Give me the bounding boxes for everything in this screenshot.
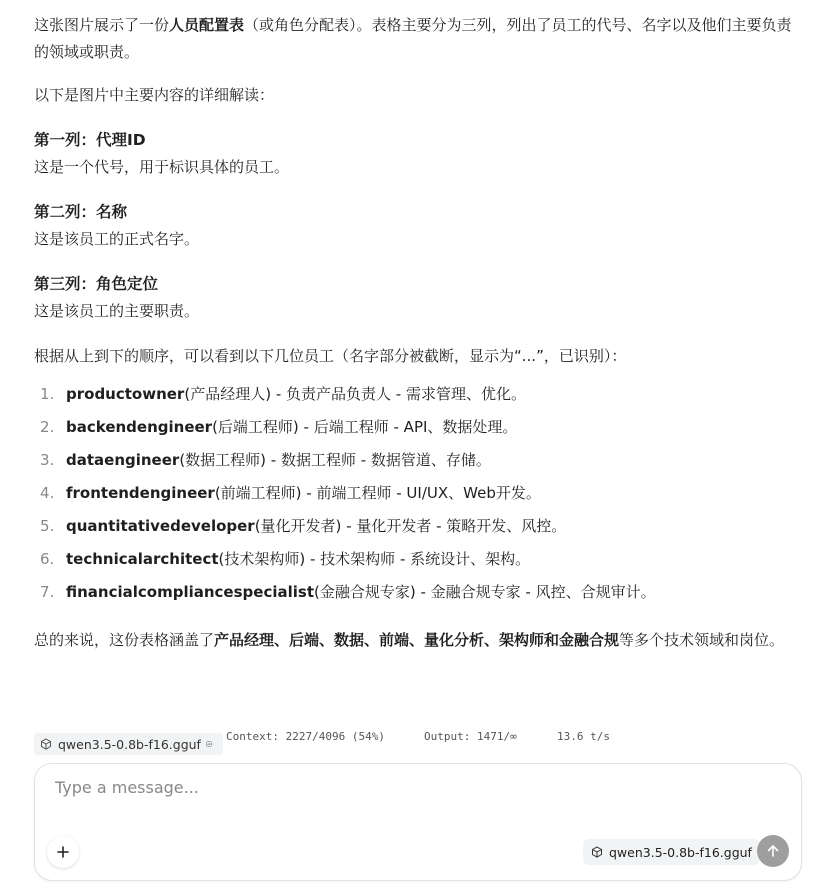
column-block-1 [34, 127, 804, 181]
model-selector[interactable] [583, 839, 760, 865]
model-chip[interactable] [34, 733, 207, 755]
column-desc: 这是该员工的主要职责。 [34, 302, 200, 320]
intro-text-rest: （或角色分配表）。表格主要分为三列，列出了员工的代号、名字以及他们主要负责的领域或职责。 [34, 16, 792, 61]
list-item [34, 576, 804, 609]
role-desc: (后端工程师) - 后端工程师 - API、数据处理。 [212, 418, 518, 436]
list-number: 7. [40, 583, 55, 601]
list-number: 5. [40, 517, 55, 535]
role-list [34, 378, 804, 609]
list-number: 4. [40, 484, 55, 502]
role-key: dataengineer [66, 451, 180, 469]
output-stat: Output: 1471/∞ [424, 730, 517, 743]
role-key: frontendengineer [66, 484, 215, 502]
add-attachment-button[interactable] [47, 836, 79, 868]
summary-bold: 产品经理、后端、数据、前端、量化分析、架构师和金融合规 [214, 631, 620, 649]
arrow-up-icon [766, 844, 780, 858]
role-desc: (量化开发者) - 量化开发者 - 策略开发、风控。 [254, 517, 567, 535]
column-block-3 [34, 271, 804, 325]
send-button[interactable] [757, 835, 789, 867]
speed-stat: 13.6 t/s [557, 730, 610, 743]
column-block-2 [34, 199, 804, 253]
role-key: technicalarchitect [66, 550, 219, 568]
role-key: quantitativedeveloper [66, 517, 255, 535]
column-title: 第一列：代理ID [34, 131, 146, 149]
message-composer [34, 763, 802, 881]
summary-text-rest: 等多个技术领域和岗位。 [619, 631, 785, 649]
list-number: 3. [40, 451, 55, 469]
list-item [34, 477, 804, 510]
summary-text: 总的来说，这份表格涵盖了 [34, 631, 215, 649]
column-title: 第二列：名称 [34, 203, 128, 221]
package-icon [591, 846, 603, 858]
stats-icon [206, 738, 212, 750]
stats-toggle-chip[interactable] [201, 733, 223, 755]
subheading: 以下是图片中主要内容的详细解读： [34, 86, 275, 104]
role-desc: (产品经理人) - 负责产品负责人 - 需求管理、优化。 [184, 385, 526, 403]
message-input[interactable]: Type a message... [55, 778, 199, 797]
intro-text: 这张图片展示了一份 [34, 16, 170, 34]
role-desc: (数据工程师) - 数据工程师 - 数据管道、存储。 [179, 451, 491, 469]
column-desc: 这是一个代号，用于标识具体的员工。 [34, 158, 290, 176]
assistant-message [34, 12, 804, 654]
list-item [34, 444, 804, 477]
list-item [34, 378, 804, 411]
role-desc: (金融合规专家) - 金融合规专家 - 风控、合规审计。 [313, 583, 656, 601]
role-desc: (前端工程师) - 前端工程师 - UI/UX、Web开发。 [214, 484, 541, 502]
summary-paragraph [34, 627, 804, 654]
intro-paragraph [34, 12, 804, 66]
list-intro: 根据从上到下的顺序，可以看到以下几位员工（名字部分被截断，显示为“...”，已识别）： [34, 347, 627, 365]
model-selector-label: qwen3.5-0.8b-f16.gguf [609, 844, 752, 860]
context-stat: Context: 2227/4096 (54%) [226, 730, 385, 743]
intro-bold: 人员配置表 [169, 16, 245, 34]
plus-icon [56, 845, 70, 859]
list-number: 2. [40, 418, 55, 436]
role-key: productowner [66, 385, 185, 403]
role-desc: (技术架构师) - 技术架构师 - 系统设计、架构。 [218, 550, 531, 568]
column-desc: 这是该员工的正式名字。 [34, 230, 200, 248]
list-number: 6. [40, 550, 55, 568]
list-item [34, 411, 804, 444]
list-item [34, 543, 804, 576]
role-key: backendengineer [66, 418, 213, 436]
list-item [34, 510, 804, 543]
package-icon [40, 738, 52, 750]
list-number: 1. [40, 385, 55, 403]
role-key: financialcompliancespecialist [66, 583, 314, 601]
model-chip-label: qwen3.5-0.8b-f16.gguf [58, 736, 201, 752]
column-title: 第三列：角色定位 [34, 275, 159, 293]
